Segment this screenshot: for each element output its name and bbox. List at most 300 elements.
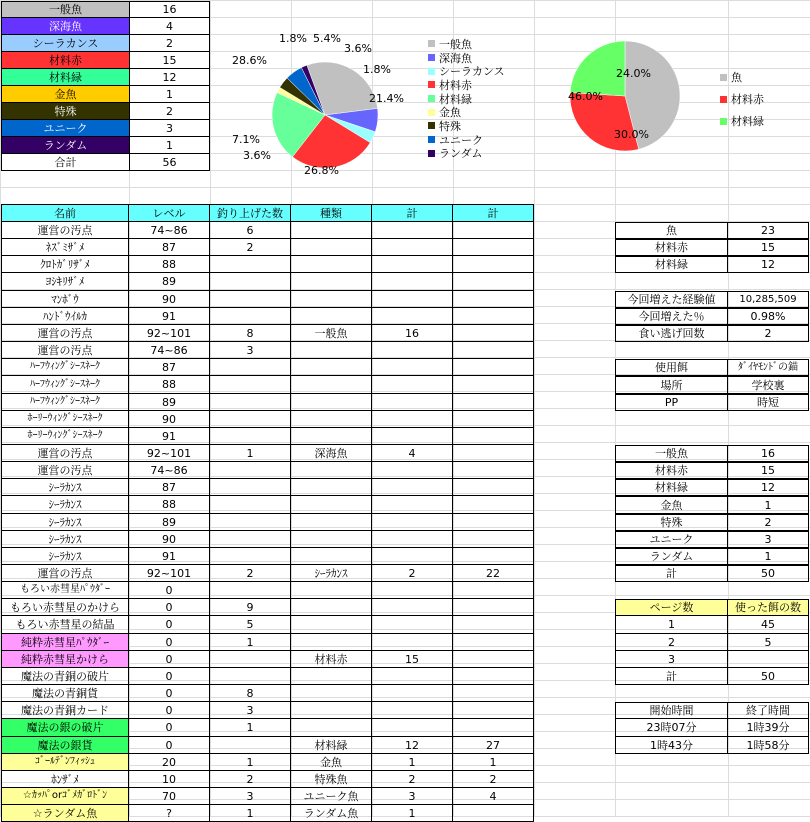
- table-cell[interactable]: 特殊魚: [291, 771, 372, 788]
- table-cell[interactable]: [372, 342, 453, 359]
- table-cell[interactable]: 74~86: [129, 342, 210, 359]
- info-value[interactable]: ﾀﾞｲﾔﾓﾝﾄﾞの錨: [728, 359, 809, 376]
- table-cell[interactable]: 91: [129, 308, 210, 325]
- table-cell[interactable]: [210, 582, 291, 599]
- table-cell[interactable]: 88: [129, 496, 210, 514]
- info-value[interactable]: 12: [728, 479, 809, 496]
- fish-name[interactable]: 魔法の銀の破片: [1, 719, 129, 737]
- table-cell[interactable]: 89: [129, 394, 210, 411]
- table-cell[interactable]: 1: [372, 754, 453, 771]
- table-cell[interactable]: 3: [372, 788, 453, 805]
- summary-label[interactable]: 材料赤: [1, 52, 129, 69]
- table-cell[interactable]: 0: [129, 702, 210, 719]
- fish-name[interactable]: 純粋赤彗星かけら: [1, 651, 129, 668]
- info-value[interactable]: 23: [728, 222, 809, 239]
- table-cell[interactable]: [453, 599, 534, 616]
- table-cell[interactable]: [453, 719, 534, 737]
- table-cell[interactable]: [291, 599, 372, 616]
- table-cell[interactable]: [372, 222, 453, 239]
- table-cell[interactable]: [210, 291, 291, 308]
- table-cell[interactable]: [453, 342, 534, 359]
- table-header[interactable]: 名前: [1, 204, 129, 222]
- table-cell[interactable]: [291, 342, 372, 359]
- table-cell[interactable]: [372, 548, 453, 565]
- table-cell[interactable]: [453, 273, 534, 291]
- summary-label[interactable]: 金魚: [1, 86, 129, 103]
- fish-name[interactable]: ｼｰﾗｶﾝｽ: [1, 514, 129, 531]
- fish-name[interactable]: ｺﾞｰﾙﾃﾞﾝﾌｨｯｼｭ: [1, 754, 129, 771]
- table-cell[interactable]: 22: [453, 565, 534, 582]
- fish-name[interactable]: ﾎｰﾘｰｳｨﾝｸﾞｼｰｽﾈｰｸ: [1, 428, 129, 445]
- table-cell[interactable]: 74~86: [129, 222, 210, 239]
- table-cell[interactable]: ｼｰﾗｶﾝｽ: [291, 565, 372, 582]
- table-cell[interactable]: [372, 291, 453, 308]
- time-cell[interactable]: 23時07分: [615, 719, 728, 737]
- table-cell[interactable]: 3: [210, 702, 291, 719]
- table-cell[interactable]: 3: [210, 342, 291, 359]
- info-label[interactable]: 食い逃げ回数: [615, 325, 728, 342]
- table-cell[interactable]: [291, 685, 372, 702]
- summary-value[interactable]: 56: [129, 154, 210, 171]
- summary-value[interactable]: 15: [129, 52, 210, 69]
- pie-percent-label: 30.0%: [614, 128, 649, 141]
- fish-name[interactable]: ﾊｰﾌｳｨﾝｸﾞｼｰｽﾈｰｸ: [1, 359, 129, 376]
- table-cell[interactable]: [372, 702, 453, 719]
- table-cell[interactable]: [453, 462, 534, 479]
- table-cell[interactable]: [372, 668, 453, 685]
- info-value[interactable]: 1: [728, 496, 809, 514]
- fish-name[interactable]: ﾊﾝﾄﾞｳｲﾙｶ: [1, 308, 129, 325]
- table-cell[interactable]: [291, 411, 372, 428]
- pie-percent-label: 26.8%: [304, 164, 339, 177]
- table-cell[interactable]: [372, 308, 453, 325]
- table-cell[interactable]: 4: [372, 445, 453, 462]
- fish-name[interactable]: ﾎﾝｻﾞﾒ: [1, 771, 129, 788]
- table-cell[interactable]: [291, 239, 372, 256]
- table-cell[interactable]: [210, 428, 291, 445]
- end-time-header[interactable]: 終了時間: [728, 702, 809, 719]
- info-label[interactable]: 使用餌: [615, 359, 728, 376]
- info-label[interactable]: 金魚: [615, 496, 728, 514]
- info-label[interactable]: 一般魚: [615, 445, 728, 462]
- table-cell[interactable]: 87: [129, 479, 210, 496]
- table-cell[interactable]: [453, 685, 534, 702]
- fish-name[interactable]: 魔法の青銅カード: [1, 702, 129, 719]
- table-cell[interactable]: [210, 273, 291, 291]
- table-header[interactable]: レベル: [129, 204, 210, 222]
- info-value[interactable]: 12: [728, 256, 809, 273]
- table-cell[interactable]: 1: [210, 634, 291, 651]
- page-cell[interactable]: 2: [615, 634, 728, 651]
- fish-name[interactable]: 魔法の青銅の破片: [1, 668, 129, 685]
- info-value[interactable]: 15: [728, 462, 809, 479]
- table-cell[interactable]: [453, 531, 534, 548]
- info-value[interactable]: 2: [728, 325, 809, 342]
- table-cell[interactable]: 0: [129, 737, 210, 754]
- table-cell[interactable]: 2: [210, 771, 291, 788]
- table-cell[interactable]: [291, 359, 372, 376]
- table-cell[interactable]: [372, 531, 453, 548]
- pie-chart-materials-legend: [720, 66, 764, 132]
- table-cell[interactable]: [291, 548, 372, 565]
- table-cell[interactable]: [453, 582, 534, 599]
- table-cell[interactable]: [291, 496, 372, 514]
- page-cell[interactable]: 5: [728, 634, 809, 651]
- table-cell[interactable]: [453, 291, 534, 308]
- fish-name[interactable]: もろい赤彗星ﾊﾟｳﾀﾞｰ: [1, 582, 129, 599]
- table-header[interactable]: 計: [372, 204, 453, 222]
- pie-percent-label: 1.8%: [363, 63, 391, 76]
- table-cell[interactable]: [291, 291, 372, 308]
- fish-name[interactable]: ｸﾛﾄｶﾞﾘｻﾞﾒ: [1, 256, 129, 273]
- table-header[interactable]: 釣り上げた数: [210, 204, 291, 222]
- page-header[interactable]: ページ数: [615, 599, 728, 616]
- fish-name[interactable]: ﾏﾝﾎﾞｳ: [1, 291, 129, 308]
- table-cell[interactable]: 89: [129, 273, 210, 291]
- info-label[interactable]: ランダム: [615, 548, 728, 565]
- summary-label[interactable]: シーラカンス: [1, 35, 129, 52]
- summary-value[interactable]: 2: [129, 103, 210, 120]
- summary-value[interactable]: 1: [129, 86, 210, 103]
- table-cell[interactable]: 深海魚: [291, 445, 372, 462]
- table-cell[interactable]: [453, 428, 534, 445]
- table-cell[interactable]: [372, 719, 453, 737]
- fish-name[interactable]: ｼｰﾗｶﾝｽ: [1, 496, 129, 514]
- fish-name[interactable]: 運営の汚点: [1, 222, 129, 239]
- table-cell[interactable]: ユニーク魚: [291, 788, 372, 805]
- table-cell[interactable]: 3: [210, 788, 291, 805]
- fish-name[interactable]: もろい赤彗星のかけら: [1, 599, 129, 616]
- table-cell[interactable]: 材料赤: [291, 651, 372, 668]
- info-value[interactable]: 学校裏: [728, 376, 809, 394]
- table-cell[interactable]: [372, 479, 453, 496]
- table-cell[interactable]: [453, 651, 534, 668]
- table-cell[interactable]: 0: [129, 719, 210, 737]
- time-cell[interactable]: 1時58分: [728, 737, 809, 754]
- fish-name[interactable]: 運営の汚点: [1, 325, 129, 342]
- table-cell[interactable]: [453, 222, 534, 239]
- page-cell[interactable]: 1: [615, 616, 728, 634]
- table-cell[interactable]: 1: [210, 719, 291, 737]
- info-label[interactable]: 計: [615, 565, 728, 582]
- table-cell[interactable]: [453, 376, 534, 394]
- fish-name[interactable]: ☆ランダム魚: [1, 805, 129, 822]
- table-cell[interactable]: [291, 308, 372, 325]
- summary-value[interactable]: 16: [129, 1, 210, 18]
- table-cell[interactable]: [372, 376, 453, 394]
- table-cell[interactable]: [291, 394, 372, 411]
- table-cell[interactable]: 2: [210, 239, 291, 256]
- info-label[interactable]: 魚: [615, 222, 728, 239]
- legend-label: シーラカンス: [439, 65, 505, 79]
- info-label[interactable]: ユニーク: [615, 531, 728, 548]
- start-time-header[interactable]: 開始時間: [615, 702, 728, 719]
- table-cell[interactable]: [372, 616, 453, 634]
- table-cell[interactable]: 0: [129, 599, 210, 616]
- table-cell[interactable]: ランダム魚: [291, 805, 372, 822]
- info-value[interactable]: 16: [728, 445, 809, 462]
- table-cell[interactable]: [372, 496, 453, 514]
- summary-label[interactable]: 一般魚: [1, 1, 129, 18]
- info-label[interactable]: 今回増えた経験値: [615, 291, 728, 308]
- summary-label[interactable]: 特殊: [1, 103, 129, 120]
- table-cell[interactable]: [291, 719, 372, 737]
- table-cell[interactable]: 9: [210, 599, 291, 616]
- page-cell[interactable]: 3: [615, 651, 728, 668]
- table-cell[interactable]: [453, 548, 534, 565]
- table-cell[interactable]: 92~101: [129, 325, 210, 342]
- table-cell[interactable]: 1: [453, 754, 534, 771]
- table-cell[interactable]: [210, 651, 291, 668]
- table-cell[interactable]: [372, 514, 453, 531]
- summary-label[interactable]: 材料緑: [1, 69, 129, 86]
- table-cell[interactable]: [372, 634, 453, 651]
- table-cell[interactable]: [453, 308, 534, 325]
- table-cell[interactable]: 15: [372, 651, 453, 668]
- table-cell[interactable]: 1: [210, 754, 291, 771]
- fish-name[interactable]: 魔法の青銅貨: [1, 685, 129, 702]
- table-cell[interactable]: [453, 411, 534, 428]
- table-cell[interactable]: 金魚: [291, 754, 372, 771]
- fish-name[interactable]: ﾖｼｷﾘｻﾞﾒ: [1, 273, 129, 291]
- table-cell[interactable]: [291, 479, 372, 496]
- legend-swatch: [428, 68, 435, 75]
- table-cell[interactable]: [453, 496, 534, 514]
- table-cell[interactable]: 1: [210, 805, 291, 822]
- summary-label[interactable]: 合計: [1, 154, 129, 171]
- page-cell[interactable]: 45: [728, 616, 809, 634]
- table-cell[interactable]: [372, 256, 453, 273]
- table-cell[interactable]: [291, 256, 372, 273]
- fish-name[interactable]: ﾈｽﾞﾐｻﾞﾒ: [1, 239, 129, 256]
- fish-name[interactable]: ﾎｰﾘｰｳｨﾝｸﾞｼｰｽﾈｰｸ: [1, 411, 129, 428]
- summary-value[interactable]: 2: [129, 35, 210, 52]
- fish-name[interactable]: ☆ｶｯﾊﾟorｺﾞﾒｶﾞﾛﾄﾞﾝ: [1, 788, 129, 805]
- table-cell[interactable]: [453, 702, 534, 719]
- table-cell[interactable]: [210, 668, 291, 685]
- fish-name[interactable]: 運営の汚点: [1, 462, 129, 479]
- table-cell[interactable]: 12: [372, 737, 453, 754]
- info-label[interactable]: PP: [615, 394, 728, 411]
- table-cell[interactable]: [210, 394, 291, 411]
- table-cell[interactable]: [210, 411, 291, 428]
- fish-name[interactable]: ｼｰﾗｶﾝｽ: [1, 531, 129, 548]
- fish-name[interactable]: ｼｰﾗｶﾝｽ: [1, 479, 129, 496]
- table-cell[interactable]: 2: [210, 565, 291, 582]
- table-cell[interactable]: [372, 411, 453, 428]
- legend-entry: [720, 110, 764, 132]
- table-cell[interactable]: 27: [453, 737, 534, 754]
- table-cell[interactable]: [453, 394, 534, 411]
- table-cell[interactable]: [453, 514, 534, 531]
- table-cell[interactable]: [453, 668, 534, 685]
- table-header[interactable]: 種類: [291, 204, 372, 222]
- fish-name[interactable]: もろい赤彗星の結晶: [1, 616, 129, 634]
- legend-swatch: [720, 74, 727, 81]
- legend-label: ユニーク: [439, 133, 483, 147]
- table-cell[interactable]: [372, 359, 453, 376]
- table-cell[interactable]: [453, 805, 534, 822]
- table-cell[interactable]: 材料緑: [291, 737, 372, 754]
- fish-name[interactable]: ﾊｰﾌｳｨﾝｸﾞｼｰｽﾈｰｸ: [1, 376, 129, 394]
- table-cell[interactable]: [291, 376, 372, 394]
- table-cell[interactable]: 92~101: [129, 565, 210, 582]
- table-cell[interactable]: [210, 359, 291, 376]
- table-cell[interactable]: 6: [210, 222, 291, 239]
- time-cell[interactable]: 1時43分: [615, 737, 728, 754]
- table-cell[interactable]: [291, 273, 372, 291]
- summary-label[interactable]: 深海魚: [1, 18, 129, 35]
- table-cell[interactable]: 92~101: [129, 445, 210, 462]
- table-cell[interactable]: 4: [453, 788, 534, 805]
- table-cell[interactable]: 20: [129, 754, 210, 771]
- table-cell[interactable]: 88: [129, 256, 210, 273]
- table-cell[interactable]: [291, 616, 372, 634]
- summary-label[interactable]: ランダム: [1, 137, 129, 154]
- info-label[interactable]: 今回増えた％: [615, 308, 728, 325]
- table-cell[interactable]: [210, 496, 291, 514]
- table-cell[interactable]: 87: [129, 239, 210, 256]
- table-cell[interactable]: [372, 239, 453, 256]
- table-cell[interactable]: 1: [210, 445, 291, 462]
- table-cell[interactable]: 0: [129, 616, 210, 634]
- table-cell[interactable]: 91: [129, 548, 210, 565]
- table-cell[interactable]: [372, 582, 453, 599]
- table-cell[interactable]: [291, 668, 372, 685]
- table-cell[interactable]: 8: [210, 325, 291, 342]
- table-cell[interactable]: [291, 582, 372, 599]
- legend-swatch: [428, 122, 435, 129]
- table-cell[interactable]: [372, 394, 453, 411]
- legend-swatch: [428, 54, 435, 61]
- table-cell[interactable]: 90: [129, 291, 210, 308]
- table-cell[interactable]: [372, 273, 453, 291]
- legend-label: 特殊: [439, 119, 461, 133]
- table-cell[interactable]: [210, 514, 291, 531]
- info-value[interactable]: 15: [728, 239, 809, 256]
- table-cell[interactable]: [372, 462, 453, 479]
- table-cell[interactable]: 90: [129, 411, 210, 428]
- table-cell[interactable]: [372, 599, 453, 616]
- table-cell[interactable]: [291, 531, 372, 548]
- info-label[interactable]: 材料緑: [615, 479, 728, 496]
- info-value[interactable]: 2: [728, 514, 809, 531]
- table-cell[interactable]: [210, 548, 291, 565]
- table-cell[interactable]: [453, 445, 534, 462]
- summary-value[interactable]: 1: [129, 137, 210, 154]
- fish-name[interactable]: ﾊｰﾌｳｨﾝｸﾞｼｰｽﾈｰｸ: [1, 394, 129, 411]
- table-cell[interactable]: [210, 308, 291, 325]
- table-cell[interactable]: [291, 428, 372, 445]
- used-bait-header[interactable]: 使った餌の数: [728, 599, 809, 616]
- table-cell[interactable]: 10: [129, 771, 210, 788]
- info-value[interactable]: 0.98%: [728, 308, 809, 325]
- table-cell[interactable]: [372, 685, 453, 702]
- table-cell[interactable]: [453, 239, 534, 256]
- table-header[interactable]: 計: [453, 204, 534, 222]
- table-cell[interactable]: 1: [372, 805, 453, 822]
- table-cell[interactable]: 90: [129, 531, 210, 548]
- summary-value[interactable]: 12: [129, 69, 210, 86]
- fish-name[interactable]: 運営の汚点: [1, 445, 129, 462]
- table-cell[interactable]: ?: [129, 805, 210, 822]
- table-cell[interactable]: 70: [129, 788, 210, 805]
- table-cell[interactable]: [291, 634, 372, 651]
- info-label[interactable]: 特殊: [615, 514, 728, 531]
- table-cell[interactable]: 0: [129, 634, 210, 651]
- table-cell[interactable]: [210, 376, 291, 394]
- table-cell[interactable]: 一般魚: [291, 325, 372, 342]
- table-cell[interactable]: 88: [129, 376, 210, 394]
- table-cell[interactable]: [291, 702, 372, 719]
- table-cell[interactable]: [210, 531, 291, 548]
- table-cell[interactable]: [453, 325, 534, 342]
- table-cell[interactable]: 74~86: [129, 462, 210, 479]
- fish-name[interactable]: 運営の汚点: [1, 565, 129, 582]
- info-value[interactable]: 10,285,509: [728, 291, 809, 308]
- table-cell[interactable]: [291, 462, 372, 479]
- time-cell[interactable]: 1時39分: [728, 719, 809, 737]
- table-cell[interactable]: [453, 634, 534, 651]
- fish-name[interactable]: 運営の汚点: [1, 342, 129, 359]
- summary-value[interactable]: 3: [129, 120, 210, 137]
- page-cell[interactable]: 50: [728, 668, 809, 685]
- table-cell[interactable]: [210, 256, 291, 273]
- table-cell[interactable]: 0: [129, 582, 210, 599]
- table-cell[interactable]: [210, 737, 291, 754]
- info-label[interactable]: 材料赤: [615, 239, 728, 256]
- table-cell[interactable]: [210, 462, 291, 479]
- table-cell[interactable]: [291, 514, 372, 531]
- table-cell[interactable]: 2: [372, 565, 453, 582]
- table-cell[interactable]: 2: [453, 771, 534, 788]
- fish-name[interactable]: ｼｰﾗｶﾝｽ: [1, 548, 129, 565]
- table-cell[interactable]: [453, 359, 534, 376]
- legend-swatch: [720, 118, 727, 125]
- table-cell[interactable]: [453, 479, 534, 496]
- table-cell[interactable]: [453, 256, 534, 273]
- table-cell[interactable]: 89: [129, 514, 210, 531]
- info-label[interactable]: 場所: [615, 376, 728, 394]
- table-cell[interactable]: [210, 479, 291, 496]
- info-value[interactable]: 時短: [728, 394, 809, 411]
- table-cell[interactable]: 0: [129, 668, 210, 685]
- table-cell[interactable]: 8: [210, 685, 291, 702]
- page-cell[interactable]: 計: [615, 668, 728, 685]
- table-cell[interactable]: 5: [210, 616, 291, 634]
- info-label[interactable]: 材料緑: [615, 256, 728, 273]
- info-value[interactable]: 50: [728, 565, 809, 582]
- summary-label[interactable]: ユニーク: [1, 120, 129, 137]
- info-label[interactable]: 材料赤: [615, 462, 728, 479]
- table-cell[interactable]: [453, 616, 534, 634]
- table-cell[interactable]: 2: [372, 771, 453, 788]
- table-cell[interactable]: 0: [129, 651, 210, 668]
- page-cell[interactable]: [728, 651, 809, 668]
- pie-percent-label: 28.6%: [232, 54, 267, 67]
- info-value[interactable]: 1: [728, 548, 809, 565]
- table-cell[interactable]: 91: [129, 428, 210, 445]
- table-cell[interactable]: 16: [372, 325, 453, 342]
- table-cell[interactable]: 87: [129, 359, 210, 376]
- fish-name[interactable]: 純粋赤彗星ﾊﾟｳﾀﾞｰ: [1, 634, 129, 651]
- table-cell[interactable]: [291, 222, 372, 239]
- info-value[interactable]: 3: [728, 531, 809, 548]
- table-cell[interactable]: [372, 428, 453, 445]
- summary-value[interactable]: 4: [129, 18, 210, 35]
- fish-name[interactable]: 魔法の銀貨: [1, 737, 129, 754]
- table-cell[interactable]: 0: [129, 685, 210, 702]
